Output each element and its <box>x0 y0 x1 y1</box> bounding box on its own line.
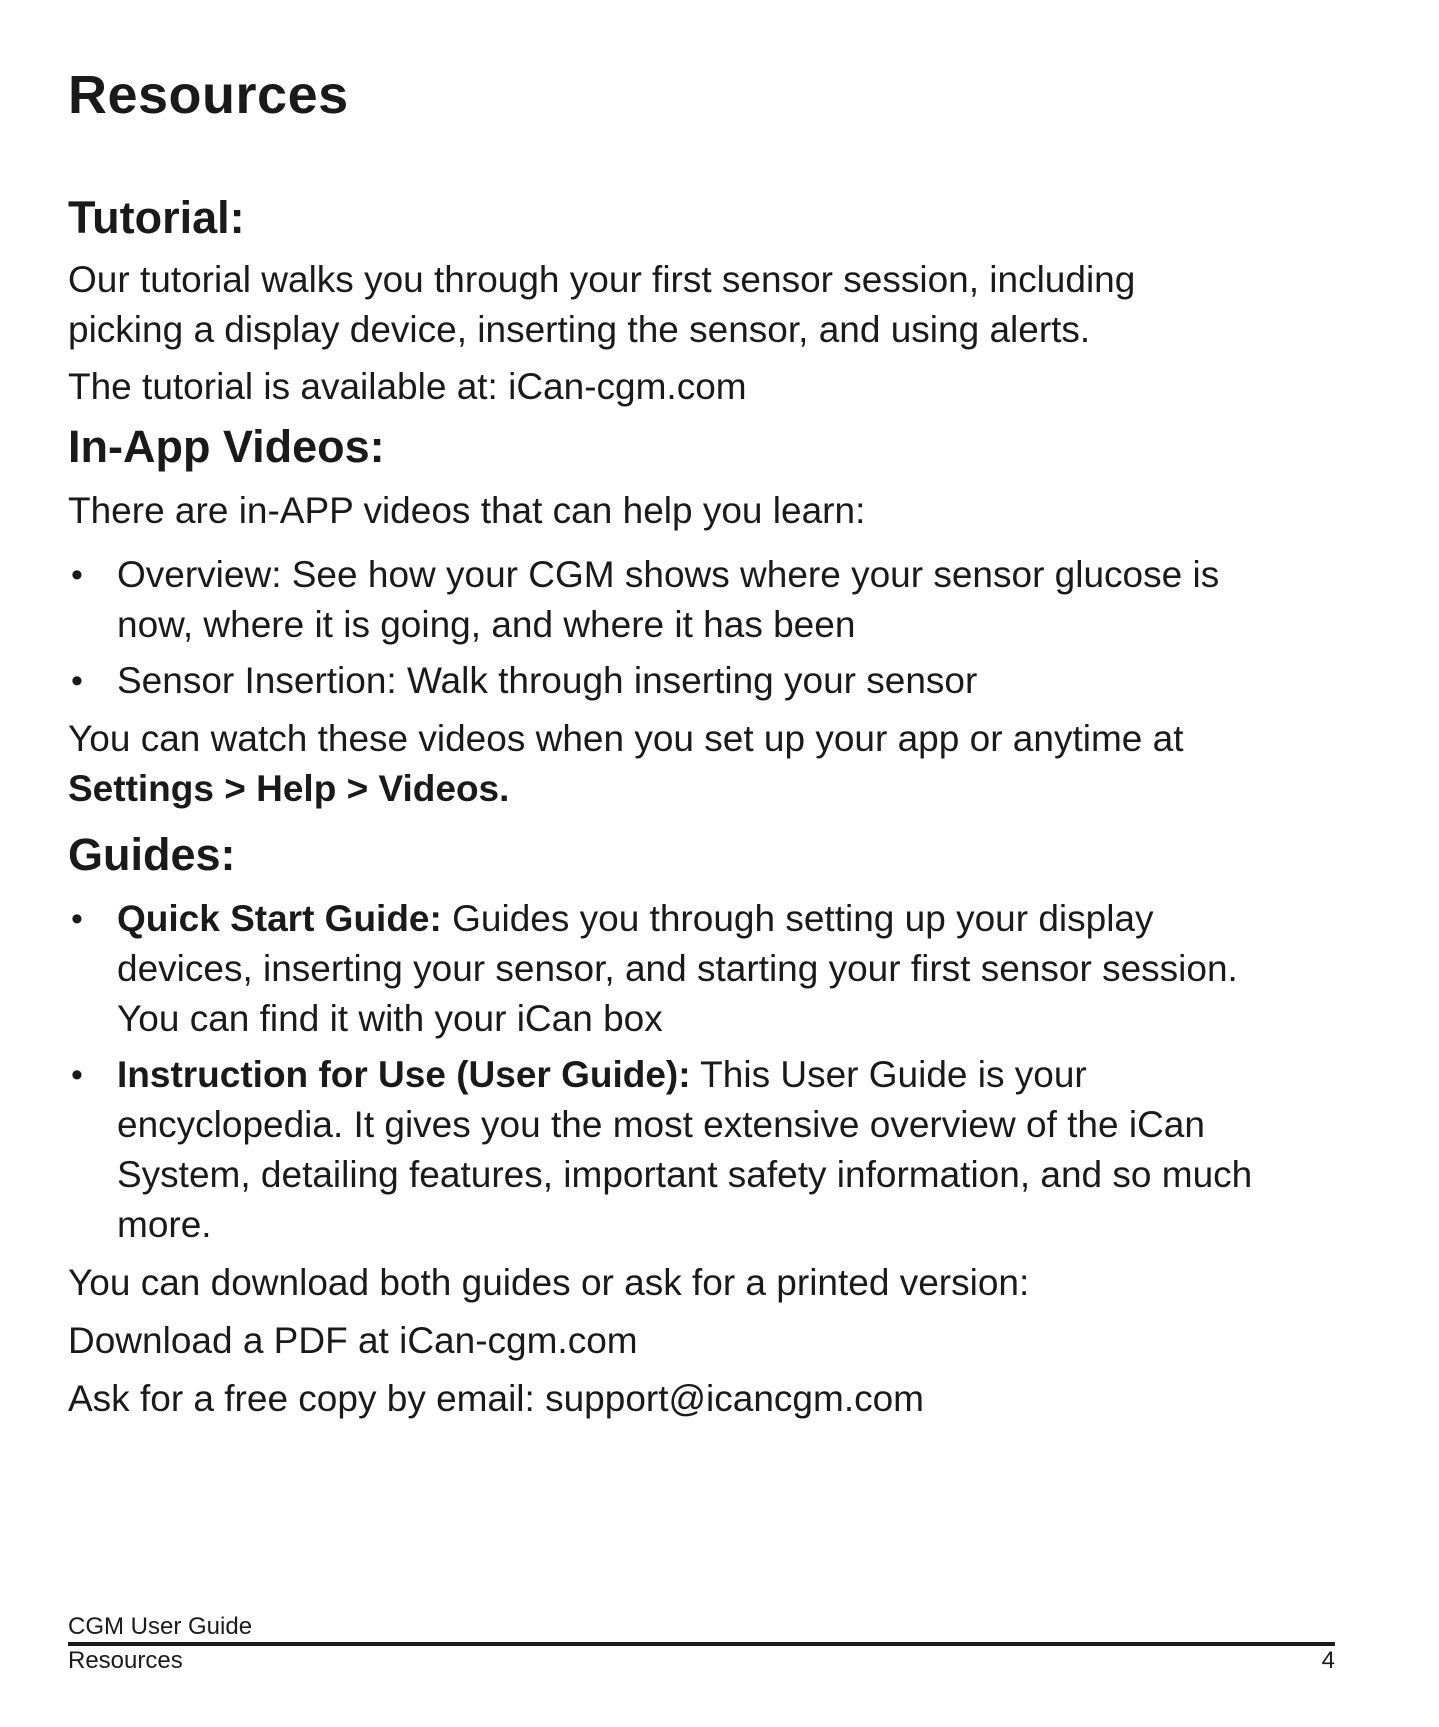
bullet-icon: • <box>71 1056 83 1094</box>
inapp-videos-list <box>68 550 1339 706</box>
text-line: Overview: See how your CGM shows where your sensor glucose is <box>117 554 1220 595</box>
paragraph-tutorial-link <box>68 362 1339 412</box>
text-line: Sensor Insertion: Walk through inserting your sensor <box>117 660 978 701</box>
section-heading-inapp-videos: In-App Videos: <box>68 421 385 472</box>
footer-page-number: 4 <box>1321 1647 1335 1674</box>
paragraph-guides-email <box>68 1374 1339 1424</box>
text-line: Ask for a free copy by email: support@icancgm.com <box>68 1378 925 1419</box>
text-line <box>117 894 1339 944</box>
text-line: The tutorial is available at: iCan-cgm.com <box>68 366 747 407</box>
text-line <box>117 1050 1339 1100</box>
section-heading-tutorial: Tutorial: <box>68 192 245 243</box>
page-title: Resources <box>68 65 349 125</box>
text-line: more. <box>117 1204 212 1245</box>
bullet-lead-bold: Instruction for Use (User Guide): <box>117 1054 691 1095</box>
paragraph-tutorial-intro <box>68 255 1339 355</box>
text-line: Download a PDF at iCan-cgm.com <box>68 1320 638 1361</box>
bullet-icon: • <box>71 900 83 938</box>
text-line: You can watch these videos when you set up your app or anytime at <box>68 718 1184 759</box>
bullet-lead-rest: Guides you through setting up your display <box>441 898 1154 939</box>
page-footer <box>68 1612 1335 1676</box>
text-line: picking a display device, inserting the sensor, and using alerts. <box>68 309 1091 350</box>
guides-list <box>68 894 1339 1250</box>
paragraph-guides-pdf <box>68 1316 1339 1366</box>
bullet-icon: • <box>71 556 83 594</box>
list-item <box>68 894 1339 1044</box>
text-line: devices, inserting your sensor, and starting your first sensor session. <box>117 948 1238 989</box>
paragraph-inapp-intro <box>68 486 1339 536</box>
footer-section-name: Resources <box>68 1647 183 1674</box>
text-line: now, where it is going, and where it has been <box>117 604 856 645</box>
text-line: Our tutorial walks you through your first sensor session, including <box>68 259 1136 300</box>
text-line: You can find it with your iCan box <box>117 998 663 1039</box>
list-item <box>68 1050 1339 1250</box>
list-item <box>68 550 1339 650</box>
text-line: encyclopedia. It gives you the most extensive overview of the iCan <box>117 1104 1205 1145</box>
paragraph-guides-download-info <box>68 1258 1339 1308</box>
text-line: System, detailing features, important safety information, and so much <box>117 1154 1253 1195</box>
text-line: There are in-APP videos that can help you learn: <box>68 490 866 531</box>
footer-row <box>68 1646 1335 1676</box>
bullet-icon: • <box>71 662 83 700</box>
text-line: You can download both guides or ask for a printed version: <box>68 1262 1030 1303</box>
bullet-lead-bold: Quick Start Guide: <box>117 898 442 939</box>
section-heading-guides: Guides: <box>68 829 236 880</box>
bullet-lead-rest: This User Guide is your <box>690 1054 1087 1095</box>
paragraph-inapp-outro <box>68 714 1339 814</box>
text-line-bold: Settings > Help > Videos. <box>68 768 510 809</box>
footer-doc-name: CGM User Guide <box>68 1613 253 1640</box>
list-item <box>68 656 1339 706</box>
